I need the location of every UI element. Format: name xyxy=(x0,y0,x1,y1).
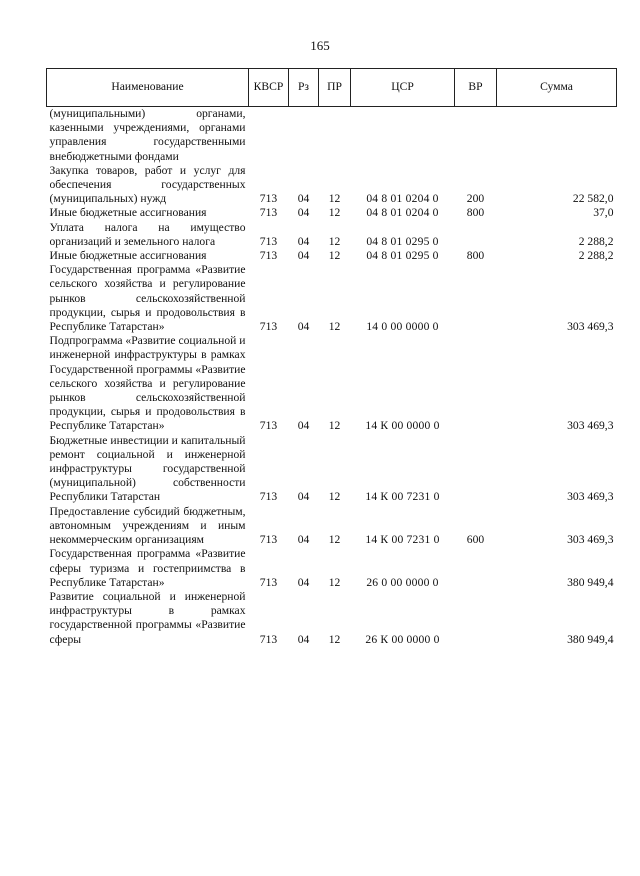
row-rz: 04 xyxy=(297,490,310,504)
row-csr: 14 К 00 7231 0 xyxy=(365,533,440,547)
row-pr: 12 xyxy=(328,320,341,334)
header-name: Наименование xyxy=(47,69,249,107)
row-pr: 12 xyxy=(328,490,341,504)
header-vr: ВР xyxy=(455,69,497,107)
table-row xyxy=(47,206,617,220)
row-pr: 12 xyxy=(328,419,341,433)
table-row xyxy=(47,434,617,505)
row-rz: 04 xyxy=(297,575,310,589)
row-pr: 12 xyxy=(328,632,341,646)
row-vr xyxy=(455,547,497,590)
row-name: (муниципальными) органами, казенными учреждениями, органами управления государственными внебюджетными фондами xyxy=(49,107,246,163)
header-rz: Рз xyxy=(289,69,319,107)
row-name: Уплата налога на имущество организаций и земельного налога xyxy=(49,220,246,248)
row-sum: 380 949,4 xyxy=(567,575,614,589)
table-row xyxy=(47,107,617,164)
table-row xyxy=(47,547,617,590)
row-name: Развитие социальной и инженерной инфраструктуры в рамках государственной программы «Развитие сферы xyxy=(49,589,246,646)
row-vr: 600 xyxy=(466,533,485,547)
row-kvsr: 713 xyxy=(259,490,278,504)
row-csr xyxy=(351,107,455,164)
row-csr: 26 0 00 0000 0 xyxy=(366,575,439,589)
row-name: Закупка товаров, работ и услуг для обеспечения государственных (муниципальных) нужд xyxy=(49,163,246,206)
row-vr: 800 xyxy=(466,206,485,220)
row-sum: 303 469,3 xyxy=(567,490,614,504)
row-kvsr xyxy=(249,107,289,164)
page-number: 165 xyxy=(310,38,330,53)
table-row xyxy=(47,249,617,263)
row-vr xyxy=(455,334,497,433)
header-csr: ЦСР xyxy=(351,69,455,107)
row-sum: 37,0 xyxy=(593,206,614,220)
row-sum: 22 582,0 xyxy=(572,192,614,206)
row-rz: 04 xyxy=(297,192,310,206)
row-kvsr: 713 xyxy=(259,249,278,263)
row-rz: 04 xyxy=(297,419,310,433)
row-pr: 12 xyxy=(328,575,341,589)
row-name: Государственная программа «Развитие сферы туризма и гостеприимства в Республике Татарстан» xyxy=(49,547,246,589)
row-vr xyxy=(455,434,497,505)
row-name: Иные бюджетные ассигнования xyxy=(49,249,207,263)
row-sum xyxy=(497,107,617,164)
row-vr xyxy=(455,221,497,249)
row-sum: 303 469,3 xyxy=(567,419,614,433)
row-kvsr: 713 xyxy=(259,419,278,433)
row-csr: 04 8 01 0295 0 xyxy=(366,249,439,263)
row-sum: 2 288,2 xyxy=(578,234,614,248)
row-pr: 12 xyxy=(328,249,341,263)
row-sum: 303 469,3 xyxy=(567,533,614,547)
row-kvsr: 713 xyxy=(259,632,278,646)
row-csr: 04 8 01 0295 0 xyxy=(366,234,439,248)
table-row xyxy=(47,505,617,548)
budget-table xyxy=(46,68,617,647)
row-csr: 04 8 01 0204 0 xyxy=(366,192,439,206)
table-header-row xyxy=(47,69,617,107)
row-sum: 380 949,4 xyxy=(567,632,614,646)
row-pr: 12 xyxy=(328,206,341,220)
row-rz: 04 xyxy=(297,249,310,263)
row-rz: 04 xyxy=(297,234,310,248)
row-rz xyxy=(289,107,319,164)
row-name: Иные бюджетные ассигнования xyxy=(49,206,207,220)
row-vr: 200 xyxy=(466,192,485,206)
row-pr: 12 xyxy=(328,533,341,547)
row-vr xyxy=(455,263,497,334)
row-rz: 04 xyxy=(297,632,310,646)
table-row xyxy=(47,334,617,433)
row-vr xyxy=(455,590,497,647)
row-csr: 04 8 01 0204 0 xyxy=(366,206,439,220)
header-kvsr: КВСР xyxy=(249,69,289,107)
row-name: Государственная программа «Развитие сельского хозяйства и регулирование рынков сельскохозяйственной продукции, сырья и продовольствия в Республике Татарстан» xyxy=(49,263,246,334)
row-rz: 04 xyxy=(297,320,310,334)
row-pr xyxy=(319,107,351,164)
table-row xyxy=(47,221,617,249)
row-rz: 04 xyxy=(297,533,310,547)
table-row xyxy=(47,263,617,334)
header-pr: ПР xyxy=(319,69,351,107)
row-kvsr: 713 xyxy=(259,206,278,220)
table-row xyxy=(47,164,617,207)
table-row xyxy=(47,590,617,647)
row-kvsr: 713 xyxy=(259,320,278,334)
row-csr: 14 0 00 0000 0 xyxy=(366,320,439,334)
row-sum: 303 469,3 xyxy=(567,320,614,334)
row-name: Бюджетные инвестиции и капитальный ремонт социальной и инженерной инфраструктуры государственной (муниципальной) собственности Республики Татарстан xyxy=(49,433,246,504)
row-pr: 12 xyxy=(328,192,341,206)
row-vr xyxy=(455,107,497,164)
row-csr: 14 К 00 0000 0 xyxy=(365,419,440,433)
row-sum: 2 288,2 xyxy=(578,249,614,263)
row-name: Предоставление субсидий бюджетным, автономным учреждениям и иным некоммерческим организациям xyxy=(49,504,246,547)
row-csr: 14 К 00 7231 0 xyxy=(365,490,440,504)
row-kvsr: 713 xyxy=(259,192,278,206)
row-name: Подпрограмма «Развитие социальной и инженерной инфраструктуры в рамках Государственной программы «Развитие сельского хозяйства и регулирование рынков сельскохозяйственной продукции, сырья и продовольствия в Республике Татарстан» xyxy=(49,334,246,433)
row-kvsr: 713 xyxy=(259,234,278,248)
row-rz: 04 xyxy=(297,206,310,220)
row-kvsr: 713 xyxy=(259,533,278,547)
row-kvsr: 713 xyxy=(259,575,278,589)
row-pr: 12 xyxy=(328,234,341,248)
row-vr: 800 xyxy=(466,249,485,263)
header-sum: Сумма xyxy=(497,69,617,107)
row-csr: 26 К 00 0000 0 xyxy=(365,632,440,646)
